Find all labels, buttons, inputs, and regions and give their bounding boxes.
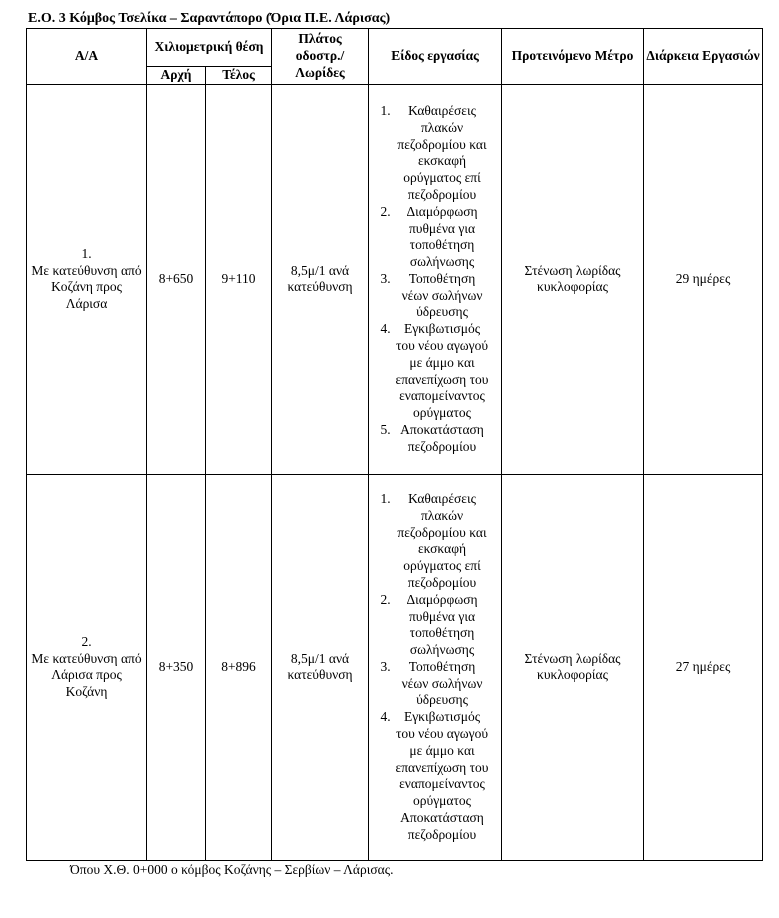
header-km-position: Χιλιομετρική θέση [147,29,272,67]
list-item: 3. Τοποθέτηση νέων σωλήνων ύδρευσης [394,659,499,709]
works-table [26,28,763,861]
list-item: 1. Καθαιρέσεις πλακών πεζοδρομίου και εκσκαφή ορύγματος επί πεζοδρομίου [394,491,499,592]
row-number-direction [27,84,147,474]
row-number: 2. [81,633,92,649]
road-width: 8,5μ/1 ανά κατεύθυνση [272,84,369,474]
list-item: 5. Αποκατάσταση πεζοδρομίου [394,422,499,456]
table-row [27,474,763,860]
list-item: 1. Καθαιρέσεις πλακών πεζοδρομίου και εκσκαφή ορύγματος επί πεζοδρομίου [394,103,499,204]
work-duration: 27 ημέρες [644,474,763,860]
row-direction: Με κατεύθυνση από Κοζάνη προς Λάρισα [31,262,142,312]
page-title: Ε.Ο. 3 Κόμβος Τσελίκα – Σαραντάπορο (Όρια Π.Ε. Λάρισας) [28,11,391,26]
work-types [369,474,502,860]
header-measure: Προτεινόμενο Μέτρο [502,29,644,85]
work-duration: 29 ημέρες [644,84,763,474]
header-row [27,29,763,67]
km-end: 8+896 [206,474,272,860]
list-item: 2. Διαμόρφωση πυθμένα για τοποθέτηση σωλήνωσης [394,204,499,271]
table-row [27,84,763,474]
km-start: 8+650 [147,84,206,474]
work-list [371,103,499,456]
list-item: 4. Εγκιβωτισμός του νέου αγωγού με άμμο και επανεπίχωση του εναπομείναντος ορύγματος [394,321,499,422]
header-duration: Διάρκεια Εργασιών [644,29,763,85]
row-number: 1. [81,245,92,261]
km-end: 9+110 [206,84,272,474]
header-end: Τέλος [206,67,272,85]
header-aa: Α/Α [27,29,147,85]
list-item: 3. Τοποθέτηση νέων σωλήνων ύδρευσης [394,271,499,321]
list-item: 4. Εγκιβωτισμός του νέου αγωγού με άμμο και επανεπίχωση του εναπομείναντος ορύγματος Αποκατάσταση πεζοδρομίου [394,709,499,843]
km-start: 8+350 [147,474,206,860]
row-direction: Με κατεύθυνση από Λάρισα προς Κοζάνη [31,650,142,700]
work-list [371,491,499,844]
header-width: Πλάτος οδοστρ./ Λωρίδες [272,29,369,85]
row-number-direction [27,474,147,860]
footnote: Όπου Χ.Θ. 0+000 ο κόμβος Κοζάνης – Σερβίων – Λάρισας. [70,862,394,877]
road-width: 8,5μ/1 ανά κατεύθυνση [272,474,369,860]
proposed-measure: Στένωση λωρίδας κυκλοφορίας [502,474,644,860]
list-item: 2. Διαμόρφωση πυθμένα για τοποθέτηση σωλήνωσης [394,592,499,659]
header-start: Αρχή [147,67,206,85]
work-types [369,84,502,474]
proposed-measure: Στένωση λωρίδας κυκλοφορίας [502,84,644,474]
header-work-type: Είδος εργασίας [369,29,502,85]
